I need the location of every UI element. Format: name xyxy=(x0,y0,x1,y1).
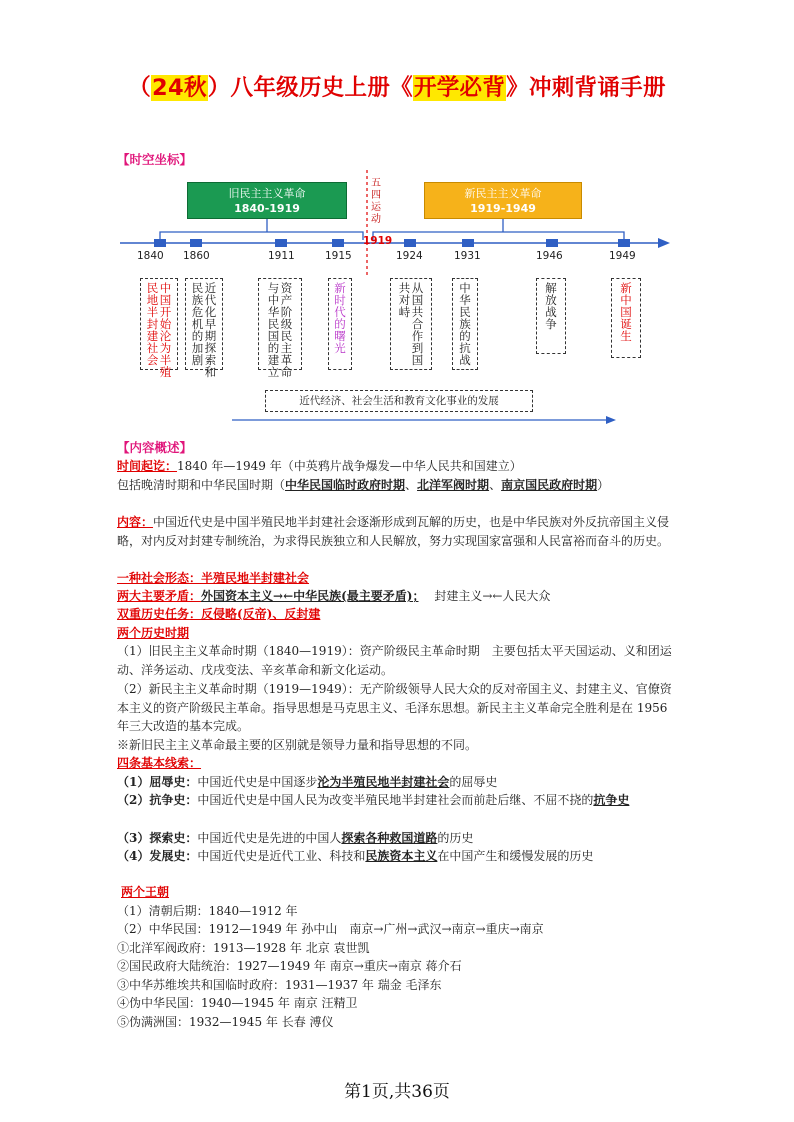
periods-line: 包括晚清时期和中华民国时期（中华民国临时政府时期、北洋军阀时期、南京国民政府时期） xyxy=(117,478,610,492)
year-label: 1860 xyxy=(183,250,210,262)
four-clues-label: 四条基本线索： xyxy=(117,756,202,770)
tick-1924 xyxy=(404,239,416,247)
tick-1840 xyxy=(154,239,166,247)
development-box: 近代经济、社会生活和教育文化事业的发展 xyxy=(265,390,533,412)
year-label: 1840 xyxy=(137,250,164,262)
dynasty-line: ③中华苏维埃共和国临时政府：1931—1937 年 瑞金 毛泽东 xyxy=(117,978,442,992)
tick-1911 xyxy=(275,239,287,247)
year-label: 1931 xyxy=(454,250,481,262)
timeline-arrowhead xyxy=(658,238,670,248)
new-democratic-revolution-box: 新民主主义革命 1919-1949 xyxy=(424,182,582,219)
note-line: ※新旧民主主义革命最主要的区别就是领导力量和指导思想的不同。 xyxy=(117,738,478,752)
tick-1860 xyxy=(190,239,202,247)
section-label-coordinates: 【时空坐标】 xyxy=(117,152,193,167)
dynasty-line: （1）清朝后期：1840—1912 年 xyxy=(117,904,298,918)
dynasty-line: ④伪中华民国：1940—1945 年 南京 汪精卫 xyxy=(117,996,358,1010)
year-label: 1915 xyxy=(325,250,352,262)
dynasties-label: 两个王朝 xyxy=(121,885,170,899)
clue-4: （4）发展史：中国近代史是近代工业、科技和民族资本主义在中国产生和缓慢发展的历史 xyxy=(117,849,594,863)
development-arrowhead xyxy=(606,416,616,424)
section-label-overview: 【内容概述】 xyxy=(117,440,193,455)
year-label: 1949 xyxy=(609,250,636,262)
tick-1915 xyxy=(332,239,344,247)
caption-1860: 民族危机的加剧近代化早期探索和 xyxy=(185,278,223,370)
period-1-text: （1）旧民主主义革命时期（1840—1919）：资产阶级民主革命时期 主要包括太平天国运动、义和团运动、洋务运动、戊戌变法、辛亥革命和新文化运动。 xyxy=(117,644,672,677)
clue-1: （1）屈辱史：中国近代史是中国逐步沦为半殖民地半封建社会的屈辱史 xyxy=(117,775,498,789)
caption-1840: 民地半封建社会中国开始沦为半殖 xyxy=(140,278,178,370)
clue-3: （3）探索史：中国近代史是先进的中国人探索各种救国道路的历史 xyxy=(117,831,474,845)
caption-1946: 解放战争 xyxy=(536,278,566,354)
dynasty-line: ①北洋军阀政府：1913—1928 年 北京 袁世凯 xyxy=(117,941,370,955)
tasks-line: 双重历史任务：反侵略(反帝)、反封建 xyxy=(117,607,321,621)
caption-1915: 新时代的曙光 xyxy=(328,278,352,370)
caption-1949: 新中国诞生 xyxy=(611,278,641,358)
new-period-bracket xyxy=(373,232,624,240)
document-title: （24秋）八年级历史上册《开学必背》冲刺背诵手册 xyxy=(128,75,666,101)
year-label: 1911 xyxy=(268,250,295,262)
caption-1911: 与中华民国的建立资产阶级民主革命 xyxy=(258,278,302,370)
may-fourth-label: 五四运动 xyxy=(371,178,381,225)
dynasty-line: ②国民政府大陆统治：1927—1949 年 南京→重庆→南京 蒋介石 xyxy=(117,959,462,973)
time-range-line: 时间起讫：1840 年—1949 年（中英鸦片战争爆发—中华人民共和国建立） xyxy=(117,459,522,473)
caption-1924: 共对峙从国共合作到国 xyxy=(390,278,432,370)
contradictions-line: 两大主要矛盾：外国资本主义→←中华民族(最主要矛盾)； 封建主义→←人民大众 xyxy=(117,589,551,603)
page-number: 第1页,共36页 xyxy=(344,1082,450,1102)
period-2-text: （2）新民主主义革命时期（1919—1949）：无产阶级领导人民大众的反对帝国主义、封建主义、官僚资本主义的资产阶级民主革命。指导思想是马克思主义、毛泽东思想。新民主主义革命完全胜利是在 1956 年三大改造的基本完成。 xyxy=(117,682,672,733)
content-line: 内容：中国近代史是中国半殖民地半封建社会逐渐形成到瓦解的历史，也是中华民族对外反抗帝国主义侵略，对内反对封建专制统治，为求得民族独立和人民解放，努力实现国家富强和人民富裕而奋斗的历史。 xyxy=(117,515,670,548)
dynasty-line: （2）中华民国：1912—1949 年 孙中山 南京→广州→武汉→南京→重庆→南京 xyxy=(117,922,544,936)
old-democratic-revolution-box: 旧民主主义革命 1840-1919 xyxy=(187,182,347,219)
tick-1949 xyxy=(618,239,630,247)
old-period-bracket xyxy=(160,232,363,240)
caption-1931: 中华民族的抗战 xyxy=(452,278,478,370)
two-periods-label: 两个历史时期 xyxy=(117,626,190,640)
social-form-line: 一种社会形态：半殖民地半封建社会 xyxy=(117,571,310,585)
dynasty-line: ⑤伪满洲国：1932—1945 年 长春 溥仪 xyxy=(117,1015,334,1029)
clue-2: （2）抗争史：中国近代史是中国人民为改变半殖民地半封建社会而前赴后继、不屈不挠的抗争史 xyxy=(117,793,630,807)
year-label: 1946 xyxy=(536,250,563,262)
year-label: 1924 xyxy=(396,250,423,262)
year-1919-vertical: 1919 xyxy=(363,235,393,247)
tick-1931 xyxy=(462,239,474,247)
tick-1946 xyxy=(546,239,558,247)
